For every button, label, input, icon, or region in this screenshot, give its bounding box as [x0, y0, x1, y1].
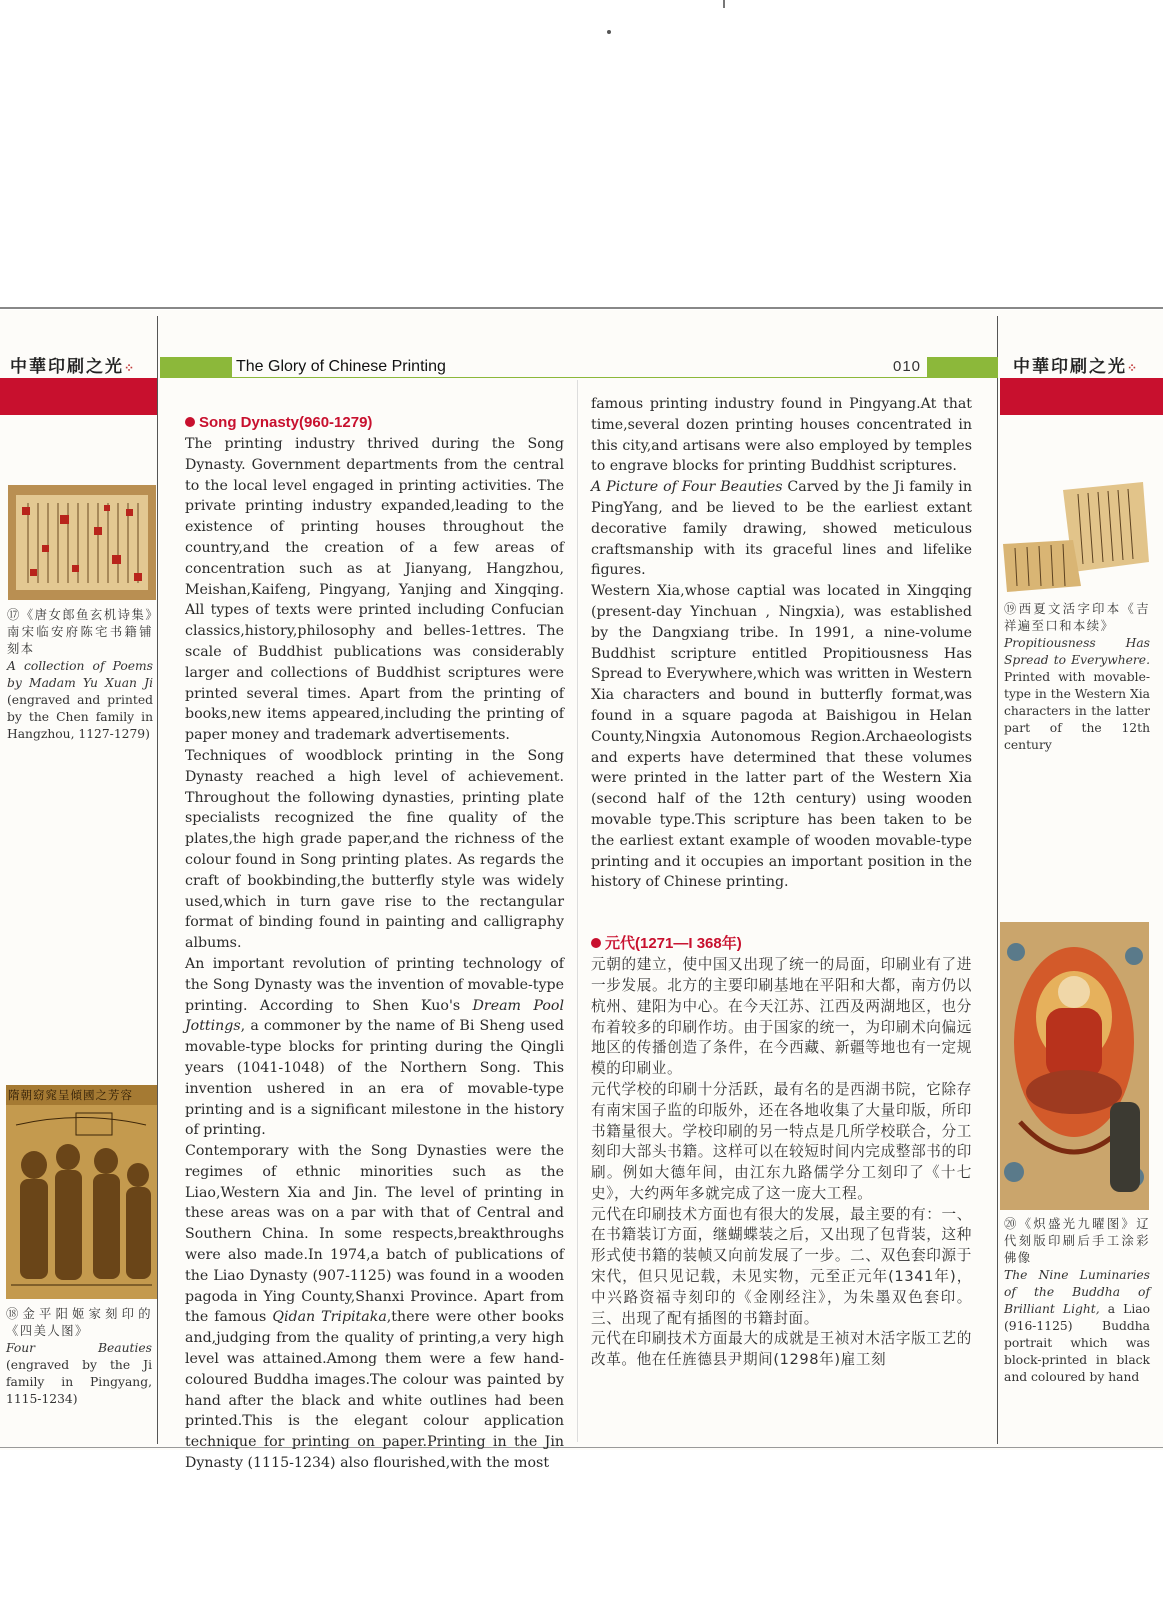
header-accent-right: [927, 357, 998, 378]
paragraph: An important revolution of printing technology of the Song Dynasty was the invention of movable-type printing. According to Shen Kuo's Dream Pool Jottings, a commoner by the name of Bi Sheng used movable-type blocks for printing during the Qingli years (1041-1048) of the Northern Song. This invention ushered in an era of movable-type printing and is a significant milestone in the history of printing.: [185, 955, 564, 1139]
section-heading-song: Song Dynasty(960-1279): [185, 412, 564, 434]
header-bar: [160, 357, 998, 378]
poem-collection-image: [8, 485, 156, 600]
center-fold: [577, 380, 578, 1442]
right-margin-divider: [997, 316, 998, 1444]
four-beauties-image: [6, 1085, 157, 1299]
caption-19: ⑲西夏文活字印本《吉祥遍至口和本续》 Propitiousness Has Spread to Everywhere. Printed with movable-type in the Western Xia characters in the latter part of the 12th century: [1004, 602, 1150, 752]
stray-mark: [607, 30, 611, 34]
caption-18: ⑱金平阳姬家刻印的《四美人图》 Four Beauties (engraved by the Ji family in Pingyang, 1115-1234): [6, 1307, 152, 1406]
paragraph-zh: 元代学校的印刷十分活跃，最有名的是西湖书院，它除存有南宋国子监的印版外，还在各地收集了大量印版，所印书籍量很大。学校印刷的另一特点是几所学校联合，分工刻印大部头书籍。这样可以在较短时间内完成整部书的印刷。例如大德年间，由江东九路儒学分工刻印了《十七史》，大约两年多就完成了这一庞大工程。: [591, 1080, 972, 1202]
running-title-right: 中華印刷之光⁘: [1013, 357, 1138, 377]
red-band-left: [0, 378, 157, 415]
paragraph-zh: 元代在印刷技术方面最大的成就是王祯对木活字版工艺的改革。他在任旌德县尹期间(1298年)雇工刻: [591, 1330, 972, 1369]
column-2: [591, 394, 972, 1371]
paragraph: Contemporary with the Song Dynasties were the regimes of ethnic minorities such as the Liao,Western Xia and Jin. The level of printing in these areas was on a par with that of Central and Southern China. In some respects,breakthroughs were also made.In 1974,a batch of publications of the Liao Dynasty (907-1125) was found in a wooden pagoda in Ying County,Shanxi Province. Apart from the famous Qidan Tripitaka,there were other books and,judging from the quality of printing,a very high level was attained.Among them were a few hand-coloured Buddha images.The colour was painted by hand after the black and white outlines had been printed.This is the elegant colour application technique for printing on paper.Printing in the Jin Dynasty (1115-1234) also flourished,with the most: [185, 1143, 564, 1472]
bullet-icon: [185, 417, 195, 427]
page-number: 010: [893, 358, 922, 375]
paragraph: Western Xia,whose captial was located in Xingqing (present-day Yinchuan , Ningxia), was established by the Dangxiang tribe. In 1991, a nine-volume Buddhist scripture entitled Propitiousness Has Spread to Everywhere,which was written in Western Xia characters and bound in butterfly format,was found in a square pagoda at Baishigou in Helan County,Ningxia Autonomous Region.Archaeologists and experts have determined that these volumes were printed in the latter part of the Western Xia (second half of the 12th century) using wooden movable type.This scripture has been taken to be the earliest extant example of wooden movable-type printing and it occupies an important position in the history of Chinese printing.: [591, 583, 972, 891]
left-margin-divider: [157, 316, 158, 1444]
page-top-edge: [0, 307, 1163, 309]
paragraph: Techniques of woodblock printing in the Song Dynasty reached a high level of achievement. Throughout the following dynasties, printing plate specialists recognized the fine quality of the plates,the high grade paper,and the richness of the colour found in Song printing plates. As regards the craft of bookbinding,the butterfly style was widely used,which in turn gave rise to the rectangular format of binding found in painting and calligraphy albums.: [185, 747, 564, 952]
paragraph-zh: 元代在印刷技术方面也有很大的发展，最主要的有：一、在书籍装订方面，继蝴蝶装之后，又出现了包背装，这种形式使书籍的装帧又向前发展了一步。二、双色套印源于宋代，但只见记载，未见实物，元至正元年(1341年)，中兴路资福寺刻印的《金刚经注》，为朱墨双色套印。三、出现了配有插图的书籍封面。: [591, 1205, 972, 1327]
western-xia-book-image: [1003, 482, 1149, 594]
book-page: [0, 310, 1163, 1450]
four-beauties-banner-text: 隋朝窈窕呈傾國之芳容: [8, 1088, 133, 1102]
header-title: The Glory of Chinese Printing: [236, 358, 446, 375]
page-bottom-edge: [0, 1447, 1163, 1448]
section-heading-yuan: 元代(1271—I 368年): [591, 933, 972, 955]
nine-luminaries-buddha-image: [1000, 922, 1149, 1210]
running-title-left: 中華印刷之光⁘: [10, 357, 135, 377]
paragraph: famous printing industry found in Pingyang.At that time,several dozen printing houses concentrated in this city,and artisans were also employed by temples to engrave blocks for printing Buddhist scriptures.: [591, 396, 972, 475]
red-band-right: [1000, 378, 1163, 415]
header-accent-left: [160, 357, 232, 378]
caption-17: ⑰《唐女郎鱼玄机诗集》南宋临安府陈宅书籍铺刻本 A collection of Poems by Madam Yu Xuan Ji (engraved and printed by the Chen family in Hangzhou, 1127-1279): [7, 608, 153, 741]
column-1: [185, 412, 564, 1474]
caption-20: ⑳《炽盛光九曜图》辽代刻版印刷后手工涂彩佛像 The Nine Luminaries of the Buddha of Brilliant Light, a Liao (916-1125) Buddha portrait which was block-printed in black and coloured by hand: [1004, 1217, 1150, 1384]
bullet-icon: [591, 938, 601, 948]
paragraph: The printing industry thrived during the Song Dynasty. Government departments from the central to the local level engaged in printing activities. The private printing industry expanded,leading to the existence of printing houses throughout the country,and the creation of a few areas of concentration such as at Jianyang, Hangzhou, Meishan,Kaifeng, Pingyang, Yanjing and Xingqing. All types of texts were printed including Confucian classics,history,philosophy and belles-1ettres. The scale of Buddhist publications was considerably larger and collections of Buddhist scriptures were printed several times. Apart from the printing of books,new items appeared,including the printing of paper money and trademark advertisements.: [185, 436, 564, 744]
stray-mark: [723, 0, 725, 8]
paragraph-zh: 元朝的建立，使中国又出现了统一的局面，印刷业有了进一步发展。北方的主要印刷基地在平阳和大都，南方仍以杭州、建阳为中心。在今天江苏、江西及两湖地区，也分布着较多的印刷作坊。由于国家的统一，为印刷术向偏远地区的传播创造了条件，在今西藏、新疆等地也有一定规模的印刷业。: [591, 956, 972, 1078]
header-rule: [232, 377, 998, 378]
paragraph: A Picture of Four Beauties Carved by the Ji family in PingYang, and be lieved to be the earliest extant decorative family drawing, showed meticulous craftsmanship with its graceful lines and lifelike figures.: [591, 479, 972, 579]
